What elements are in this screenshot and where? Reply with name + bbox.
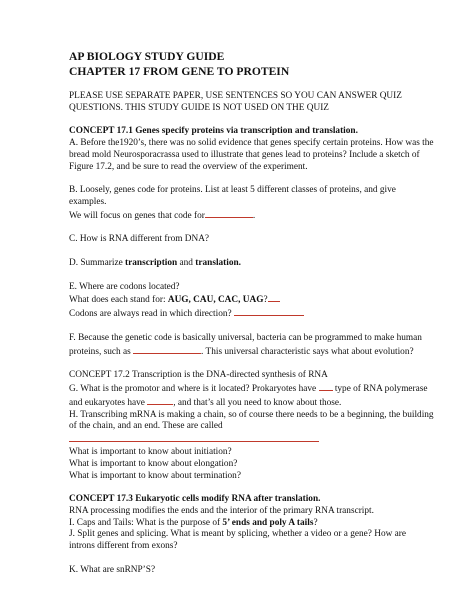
answer-blank[interactable] (234, 307, 304, 316)
concept-17-1-heading: CONCEPT 17.1 Genes specify proteins via transcription and translation. (69, 126, 358, 137)
question-termination: What is important to know about termination? (69, 470, 241, 481)
question-b: B. Loosely, genes code for proteins. List at least 5 different classes of proteins, and give examples. (69, 185, 396, 207)
answer-blank[interactable] (319, 382, 333, 391)
question-e-codons: What does each stand for: AUG, CAU, CAC, UAG? (69, 293, 434, 307)
title-line-2: CHAPTER 17 FROM GENE TO PROTEIN (69, 64, 290, 78)
answer-blank[interactable] (268, 293, 280, 302)
concept-17-2-heading: CONCEPT 17.2 Transcription is the DNA-directed synthesis of RNA (69, 370, 328, 381)
answer-blank[interactable] (147, 396, 173, 405)
answer-blank[interactable] (133, 345, 201, 354)
answer-blank[interactable] (69, 433, 319, 442)
question-i: I. Caps and Tails: What is the purpose of 5’ ends and poly A tails? (69, 517, 318, 528)
question-c: C. How is RNA different from DNA? (69, 234, 210, 245)
instructions: PLEASE USE SEPARATE PAPER, USE SENTENCES SO YOU CAN ANSWER QUIZ QUESTIONS. THIS STUDY GUIDE IS NOT USED ON THE QUIZ (69, 90, 402, 113)
question-b-focus: We will focus on genes that code for . (69, 210, 256, 221)
question-initiation: What is important to know about initiation? (69, 446, 232, 457)
question-k: K. What are snRNP’S? (69, 564, 156, 575)
question-h: H. Transcribing mRNA is making a chain, so of course there needs to be a beginning, the building of the chain, and an end. These are called (69, 410, 434, 447)
question-f: F. Because the genetic code is basically universal, bacteria can be programmed to make human proteins, such as . This universal characteristic says what about evolution? (69, 332, 422, 357)
concept-17-3-intro: RNA processing modifies the ends and the interior of the primary RNA transcript. (69, 505, 374, 516)
question-j: J. Split genes and splicing. What is meant by splicing, whether a video or a gene? How are introns different from exons? (69, 529, 407, 552)
question-g: G. What is the promotor and where is it located? Prokaryotes have type of RNA polymerase and eukaryotes have , and that’s all you need to know about those. (69, 383, 428, 408)
concept-17-3-heading: CONCEPT 17.3 Eukaryotic cells modify RNA after translation. (69, 494, 321, 505)
question-a: A. Before the1920’s, there was no solid evidence that genes specify certain proteins. How was the bread mold Neurosporacrassa used to illustrate that genes lead to proteins? Include a sketch of Figure 17.2, and be sure to read the overview of the experiment. (69, 137, 434, 172)
title-line-1: AP BIOLOGY STUDY GUIDE (69, 50, 225, 63)
question-e-direction: Codons are always read in which direction? (69, 307, 434, 321)
answer-blank[interactable] (205, 209, 253, 218)
question-e: E. Where are codons located? (69, 281, 180, 292)
question-elongation: What is important to know about elongation? (69, 458, 238, 469)
question-d: D. Summarize transcription and translation. (69, 257, 241, 268)
